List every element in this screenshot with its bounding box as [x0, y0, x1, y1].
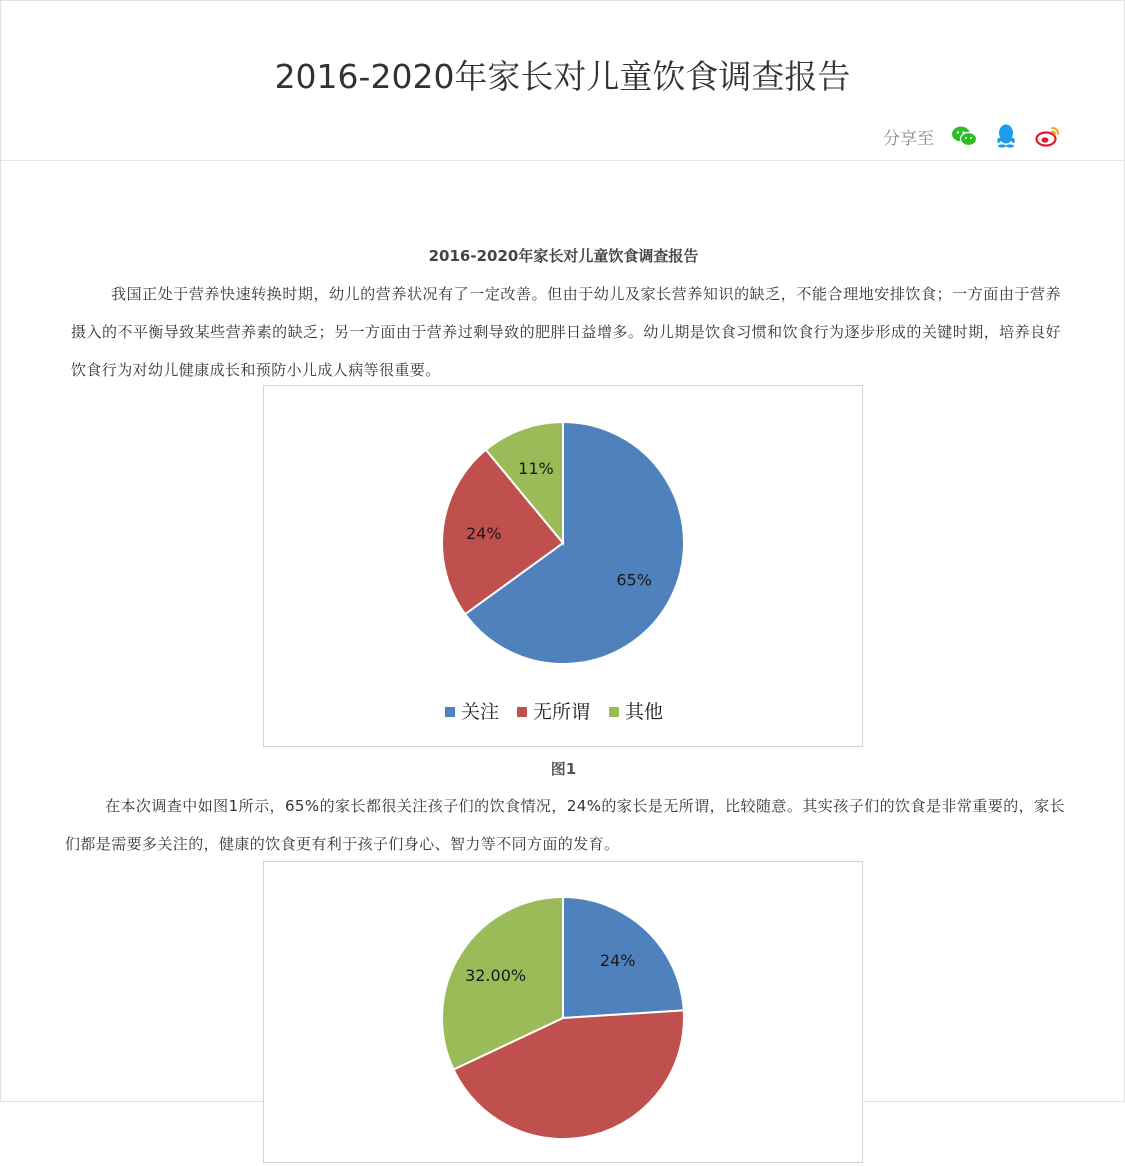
- article-title: 2016-2020年家长对儿童饮食调查报告: [428, 247, 699, 265]
- pie1-legend-label-1: 无所谓: [533, 701, 591, 723]
- share-bar: [883, 121, 1062, 151]
- share-label: 分享至: [883, 128, 934, 149]
- pie1-legend-label-2: 其他: [625, 701, 664, 723]
- figure2-pie-svg: [264, 862, 862, 1162]
- pie2-label-2: 32.00%: [465, 966, 527, 986]
- pie1-legend-swatch-2: [609, 707, 619, 717]
- figure1-chart: [263, 385, 863, 747]
- weibo-icon[interactable]: [1034, 122, 1062, 150]
- pie2-label-0: 24%: [599, 950, 636, 970]
- pie1-label-2: 11%: [518, 458, 554, 478]
- intro-paragraph: 我国正处于营养快速转换时期，幼儿的营养状况有了一定改善。但由于幼儿及家长营养知识的缺乏，不能合理地安排饮食；一方面由于营养摄入的不平衡导致某些营养素的缺乏；另一方面由于营养过剩导致的肥胖日益增多。幼儿期是饮食习惯和饮食行为逐步形成的关键时期，培养良好饮食行为对幼儿健康成长和预防小儿成人病等很重要。: [71, 285, 1061, 379]
- page-header: [1, 1, 1124, 161]
- pie1-label-1: 24%: [465, 523, 502, 543]
- pie1-legend-label-0: 关注: [461, 701, 500, 723]
- pie1-label-0: 65%: [616, 570, 652, 590]
- qq-icon[interactable]: [992, 122, 1020, 150]
- page-title: 2016-2020年家长对儿童饮食调查报告: [274, 57, 851, 96]
- figure1-pie-svg: [264, 386, 862, 746]
- analysis-paragraph: 在本次调查中如图1所示，65%的家长都很关注孩子们的饮食情况，24%的家长是无所谓，比较随意。其实孩子们的饮食是非常重要的，家长们都是需要多关注的，健康的饮食更有利于孩子们身心、智力等不同方面的发育。: [65, 797, 1065, 853]
- pie1-legend-swatch-1: [517, 707, 527, 717]
- figure2-chart: [263, 861, 863, 1163]
- pie1-legend-swatch-0: [445, 707, 455, 717]
- figure1-caption: 图1: [550, 760, 577, 778]
- wechat-icon[interactable]: [950, 122, 978, 150]
